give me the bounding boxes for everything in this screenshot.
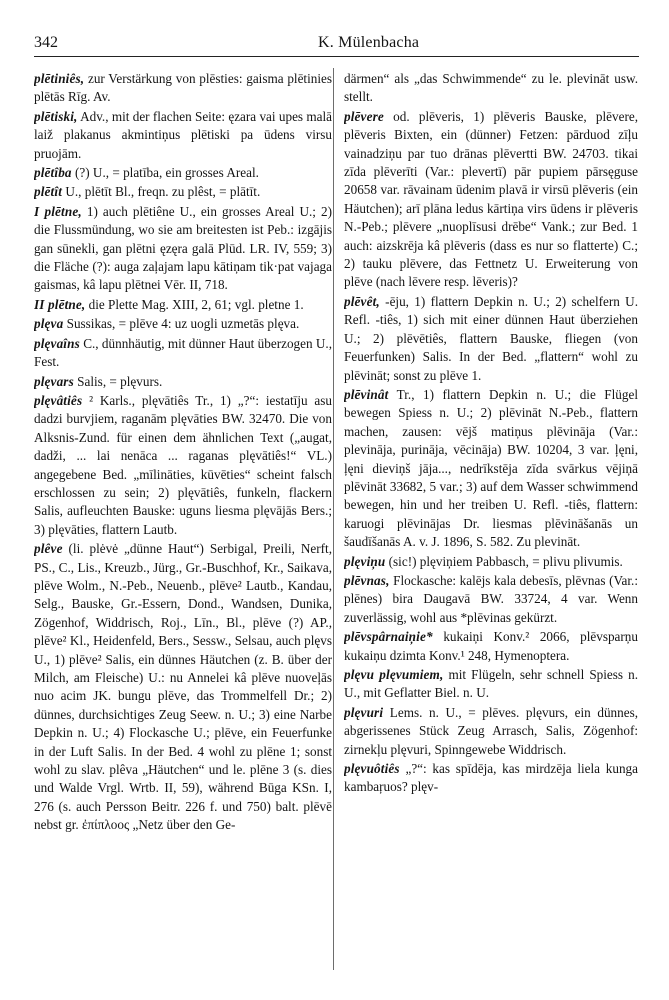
entry-text: zur Verstärkung von plēsties: gaisma plētinies plētās Rīg. Av. [34,71,332,105]
entry-lemma: plētît [34,184,63,200]
dictionary-entry [34,203,332,295]
entry-lemma: plēvinât [344,386,389,402]
entry-text: die Plette Mag. XIII, 2, 61; vgl. pletne 1. [88,296,304,312]
entry-text: od. plēveris, 1) plēveris Bauske, plēvere, plēveris Bixten, ein (dünner) Fetzen: pārduod zīļu vainadziņu par tuo drānas plēvertti BW. 24703. tikai zīda plēverīti (Var.: plevertī) pār pupiem pārsęguse 20658 var. rāvainam ūdenim plavā ir virsū plēveris (ein Häutchen); arī plāna ledus kārtiņa virs ūdens ir plēveris N.-Peb.; plēvere „nuoplīsusi drēbe“ Vank.; zur Bed. 1 auch: aizskrēja kâ plēveris (dass es nur so flatterte) C.; 2) tauku plēvere, das Fettnetz U. Erweiterung von plēve (nach lēvere resp. lēveris)? [344,108,638,290]
entry-text: 1) auch plētiêne U., ein grosses Areal U.; 2) die Flussmündung, wo sie am breitesten ist Peb.: izgājis gan sūnekli, gan plētni ęzęra galā Plūd. LR. IV, 559; 3) die Fläche (?): auga zaļajam lapu kātiņam tik·pat vajaga gaismas, kâ lapu plētnei Vēr. II, 718. [34,203,332,293]
left-column [34,70,332,980]
dictionary-entry [344,386,638,552]
running-title: K. Mülenbacha [318,34,420,51]
entry-lemma: I plētne, [34,203,82,219]
entry-lemma: plęvu plęvumiem, [344,667,444,682]
right-column [344,70,638,980]
dictionary-entry [34,540,332,835]
entry-text: Adv., mit der flachen Seite: ęzara vai upes malā laiž plakanus akmintiņus plētiski pa ūdens virsu pruojām. [34,108,332,161]
entry-lemma: II plētne, [34,296,86,312]
entry-text: Sussikas, = plēve 4: uz uogli uzmetās plęva. [66,316,300,332]
entry-text: kukaiņi Konv.² 2066, plēvsparņu kukaiņu dzimta Konv.¹ 248, Hymenoptera. [344,629,638,663]
dictionary-entry [344,70,638,107]
entry-lemma: plęviņu [344,553,386,569]
entry-text: Salis, = plęvurs. [77,373,163,389]
entry-text: mit Flügeln, sehr schnell Spiess n. U., mit Geflatter Biel. n. U. [344,667,638,701]
entry-lemma: plētiski, [34,108,78,124]
entry-lemma: plēvnas, [344,572,390,588]
entry-text: ² Karls., plęvātiês Tr., 1) „?“: iestatīju asu dadzi burvjiem, raganām plęvāties BW. 32470. Die von Alksnis-Zund. für einen dem ähnlichen Text („augat, dadži, ... lai nenāca ... raganas plęvātiês!“ VL.) angegebene Bed. „mīlināties, kūvēties“ scheint falsch erschlossen zu sein; 2) plęvātiês, funkeln, flackern Salis, aufleuchten Bauske: uguns liesma plęvājās Bers.; 3) plęvāties, flattern Lautb. [34,392,332,537]
entry-text: Flockasche: kalējs kala debesīs, plēvnas (Var.: plēnes) bira Daugavā BW. 33724, 4 var. Wenn zuverlässig, wohl aus *plēvinas gekürzt. [344,572,638,625]
dictionary-entry [344,704,638,759]
entry-text: Lems. n. U., = plēves. plęvurs, ein dünnes, abgerissenes Stück Zeug Arrasch, Salis, Zögenhof: zirnekļu plęvuri, Spinngewebe Widdrisch. [344,704,638,757]
entry-lemma: plēvere [344,108,384,124]
entry-lemma: plęvars [34,373,74,389]
entry-text: (li. plėvė „dünne Haut“) Serbigal, Preili, Nerft, PS., C., Lis., Kreuzb., Jürg., Gr.-Buschhof, Kr., Saikava, plēve Wolm., N.-Peb., Neuenb., plēve² Lautb., Kandau, Selg., Bauske, Gr.-Essern, Dond., Wandsen, Dunika, Zögenhof, Widdrisch, Roj., Līn., Bl., plēve (?) AP., plēve² Kl., Heidenfeld, Bers., Sessw., Selsau, auch plęvs U., 1) plēve² Salis, ein dünnes Häutchen (z. B. über der Milch, am Fleische) U.: nu Annelei kâ plēve nuoveļās nuo acim JK. bungu plēve, das Trommelfell Dr.; 2) dünnes, durchsichtiges Zeug Seew. n. U.; 3) eine Narbe Depkin n. U.; 4) Flockasche U.; plēve, ein Feuerfunke in der Luft Salis. In der Bed. 4 wohl zu plēne 1; sonst wohl zu slav. plêva „Häutchen“ und le. plēne 3 (s. dies und Walde Vrgl. Wrtb. II, 59), während Būga KSn. I, 276 (s. auch Persson Beitr. 226 f. und 750) balt. plēvē nebst gr. ἐπίπλοος „Netz über den Ge- [34,541,332,833]
page-number: 342 [34,34,58,51]
dictionary-entry [344,572,638,627]
running-head [34,30,639,57]
dictionary-entry [344,293,638,385]
dictionary-entry [34,296,332,314]
dictionary-entry [34,164,332,182]
dictionary-entry [34,335,332,372]
dictionary-entry [344,760,638,797]
entry-text: -ēju, 1) flattern Depkin n. U.; 2) schelfern U. Refl. -tiês, 1) sich mit einer dünnen Haut überziehen U.; 2) plēvētiês, flattern Bauske, fliegen (von Feuerfunken) Salis. In der Bed. „flattern“ wohl zu plēvināt; sonst zu plēve 1. [344,293,638,383]
dictionary-entry [344,666,638,703]
dictionary-entry [344,553,638,571]
entry-lemma: plētiniês, [34,71,85,86]
entry-text: „?“: kas spīdēja, kas mirdzēja liela kunga kambaŗuos? plęv- [344,761,638,795]
entry-text: därmen“ als „das Schwimmende“ zu le. plevināt usw. stellt. [344,71,638,105]
dictionary-entry [344,108,638,292]
dictionary-entry [34,373,332,391]
entry-lemma: plęvâtiês [34,392,83,408]
entry-text: Tr., 1) flattern Depkin n. U.; die Flügel bewegen Spiess n. U.; 2) plēvināt N.-Peb., flattern machen, zausen: vējš matiņus plēvināja (Var.: plevināja, purināja, vēcināja) BW. 10204, 3 var. ļęni, ļęni dieviņš jāja..., nedrīkstēja zīda svārkus vējiņā plēvināt 33682, 5 var.; 3) auf dem Wasser schwimmend bewegen, hin und her treiben U. Refl. -tiês, flattern: karuogi plēvinājas Dr. liesmas plēvināšanās un šaudīšanās A. v. J. 1896, S. 582. Zu plevināt. [344,386,638,550]
dictionary-entry [344,628,638,665]
entry-text: C., dünnhäutig, mit dünner Haut überzogen U., Fest. [34,335,332,370]
column-divider [333,68,334,970]
dictionary-entry [34,108,332,163]
entry-text: (sic!) plęviņiem Pabbasch, = plivu plivumis. [388,553,623,569]
dictionary-entry [34,392,332,539]
entry-lemma: plēvspârnaiņie* [344,629,433,645]
entry-text: (?) U., = platība, ein grosses Areal. [74,165,259,181]
dictionary-entry [34,315,332,333]
dictionary-entry [34,70,332,107]
entry-lemma: plęvuri [344,704,384,720]
entry-lemma: plęva [34,316,64,332]
entry-lemma: plęvuôtiês [344,761,400,777]
dictionary-entry [34,183,332,201]
entry-lemma: plēvêt, [344,293,380,309]
entry-lemma: plētîba [34,165,72,181]
entry-lemma: plęvaîns [34,335,80,351]
entry-text: U., plētīt Bl., freqn. zu plêst, = plātīt. [65,184,261,200]
entry-lemma: plêve [34,541,63,557]
